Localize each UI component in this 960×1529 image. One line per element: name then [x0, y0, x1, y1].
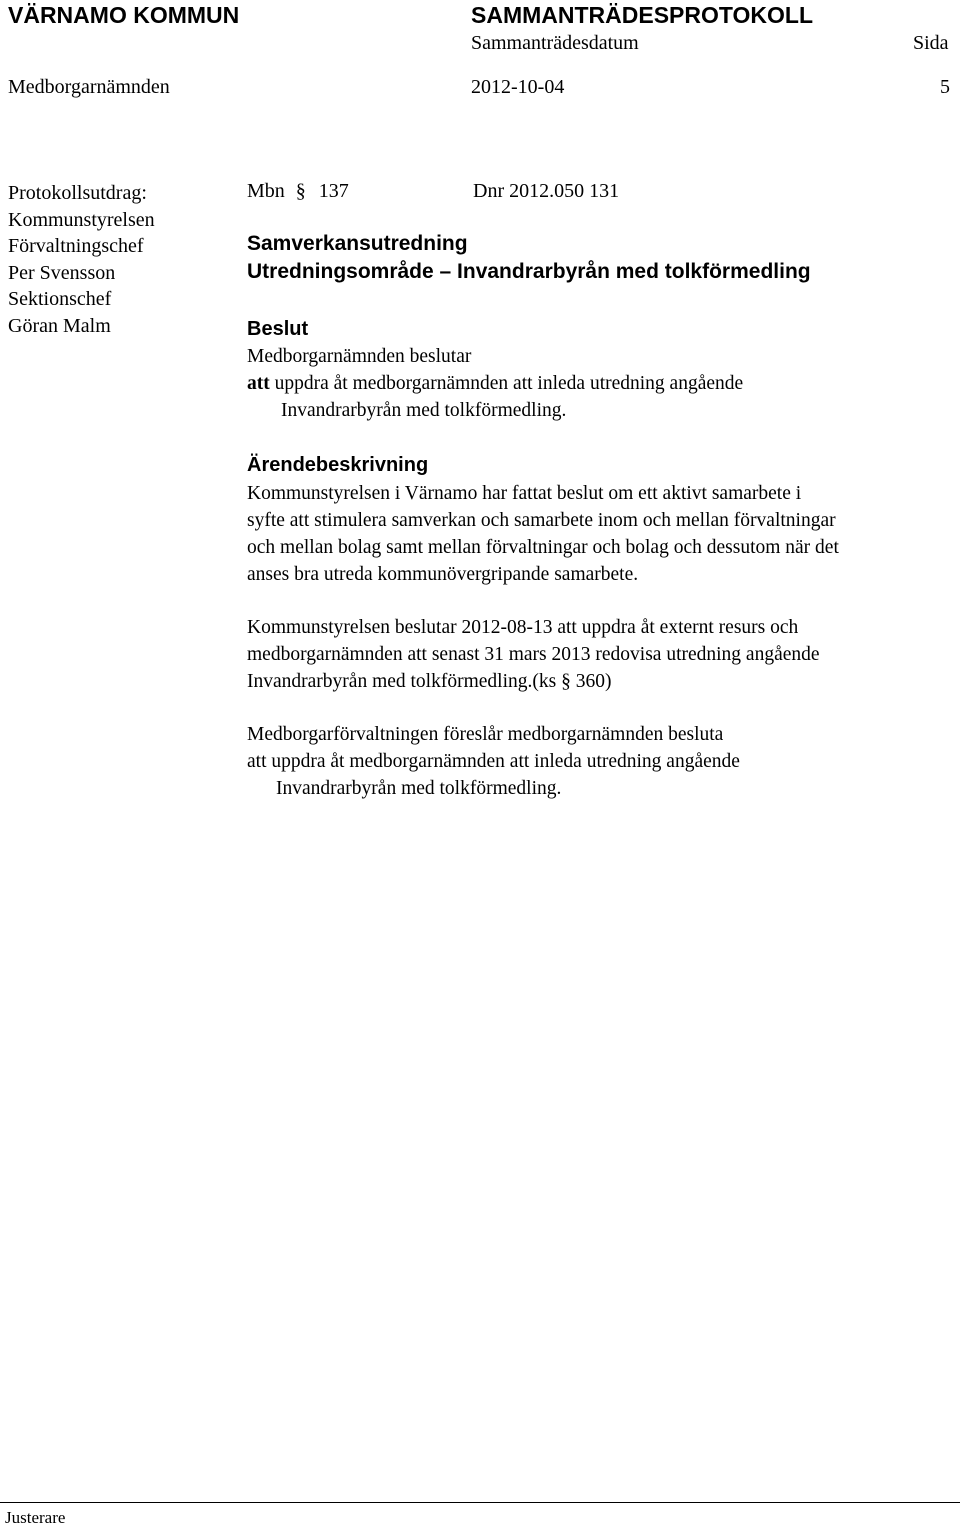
decision-line-1	[247, 370, 743, 397]
mbn-number: 137	[318, 180, 349, 202]
diary-number: Dnr 2012.050 131	[473, 180, 620, 202]
distribution-line: Sektionschef	[8, 288, 112, 311]
case-title: Samverkansutredning	[247, 232, 468, 255]
paragraph-line: Kommunstyrelsen beslutar 2012-08-13 att uppdra åt externt resurs och	[247, 617, 799, 638]
municipality-name: VÄRNAMO KOMMUN	[8, 2, 240, 28]
distribution-line: Göran Malm	[8, 314, 111, 337]
justerare-label: Justerare	[5, 1508, 66, 1527]
section-sign: §	[295, 180, 306, 202]
description-heading: Ärendebeskrivning	[247, 454, 429, 476]
paragraph-line: Kommunstyrelsen i Värnamo har fattat beslut om ett aktivt samarbete i	[247, 483, 802, 504]
paragraph-line: syfte att stimulera samverkan och samarbete inom och mellan förvaltningar	[247, 510, 836, 531]
paragraph-line: Invandrarbyrån med tolkförmedling.(ks § 360)	[247, 671, 612, 692]
proposal-line-3: Invandrarbyrån med tolkförmedling.	[276, 778, 562, 799]
proposal-line-2: att uppdra åt medborgarnämnden att inleda utredning angående	[247, 751, 740, 772]
description-paragraph-1	[247, 480, 839, 588]
distribution-line: Kommunstyrelsen	[8, 208, 155, 231]
meeting-date-label: Sammanträdesdatum	[471, 32, 639, 54]
mbn-label: Mbn	[247, 180, 285, 202]
decision-line-2: Invandrarbyrån med tolkförmedling.	[281, 400, 567, 421]
distribution-line: Protokollsutdrag:	[8, 182, 147, 204]
decision-intro: Medborgarnämnden beslutar	[247, 346, 472, 367]
paragraph-line: anses bra utreda kommunövergripande samarbete.	[247, 564, 639, 585]
paragraph-line: och mellan bolag samt mellan förvaltningar och bolag och dessutom när det	[247, 537, 839, 558]
case-reference	[247, 180, 349, 203]
document-type: SAMMANTRÄDESPROTOKOLL	[471, 2, 814, 28]
decision-line-1-text: uppdra åt medborgarnämnden att inleda utredning angående	[269, 373, 744, 394]
att-word: att	[247, 373, 270, 394]
footer-divider	[0, 1502, 960, 1503]
case-subtitle: Utredningsområde – Invandrarbyrån med tolkförmedling	[247, 260, 811, 283]
distribution-line: Förvaltningschef	[8, 235, 144, 258]
description-paragraph-2	[247, 614, 820, 695]
page-label: Sida	[913, 32, 949, 54]
proposal-line-1: Medborgarförvaltningen föreslår medborgarnämnden besluta	[247, 724, 724, 745]
meeting-date: 2012-10-04	[471, 76, 565, 98]
distribution-line: Per Svensson	[8, 261, 116, 284]
distribution-list	[8, 180, 155, 340]
paragraph-line: medborgarnämnden att senast 31 mars 2013 redovisa utredning angående	[247, 644, 820, 665]
committee-name: Medborgarnämnden	[8, 76, 170, 98]
decision-heading: Beslut	[247, 318, 309, 340]
page-number: 5	[940, 76, 950, 98]
